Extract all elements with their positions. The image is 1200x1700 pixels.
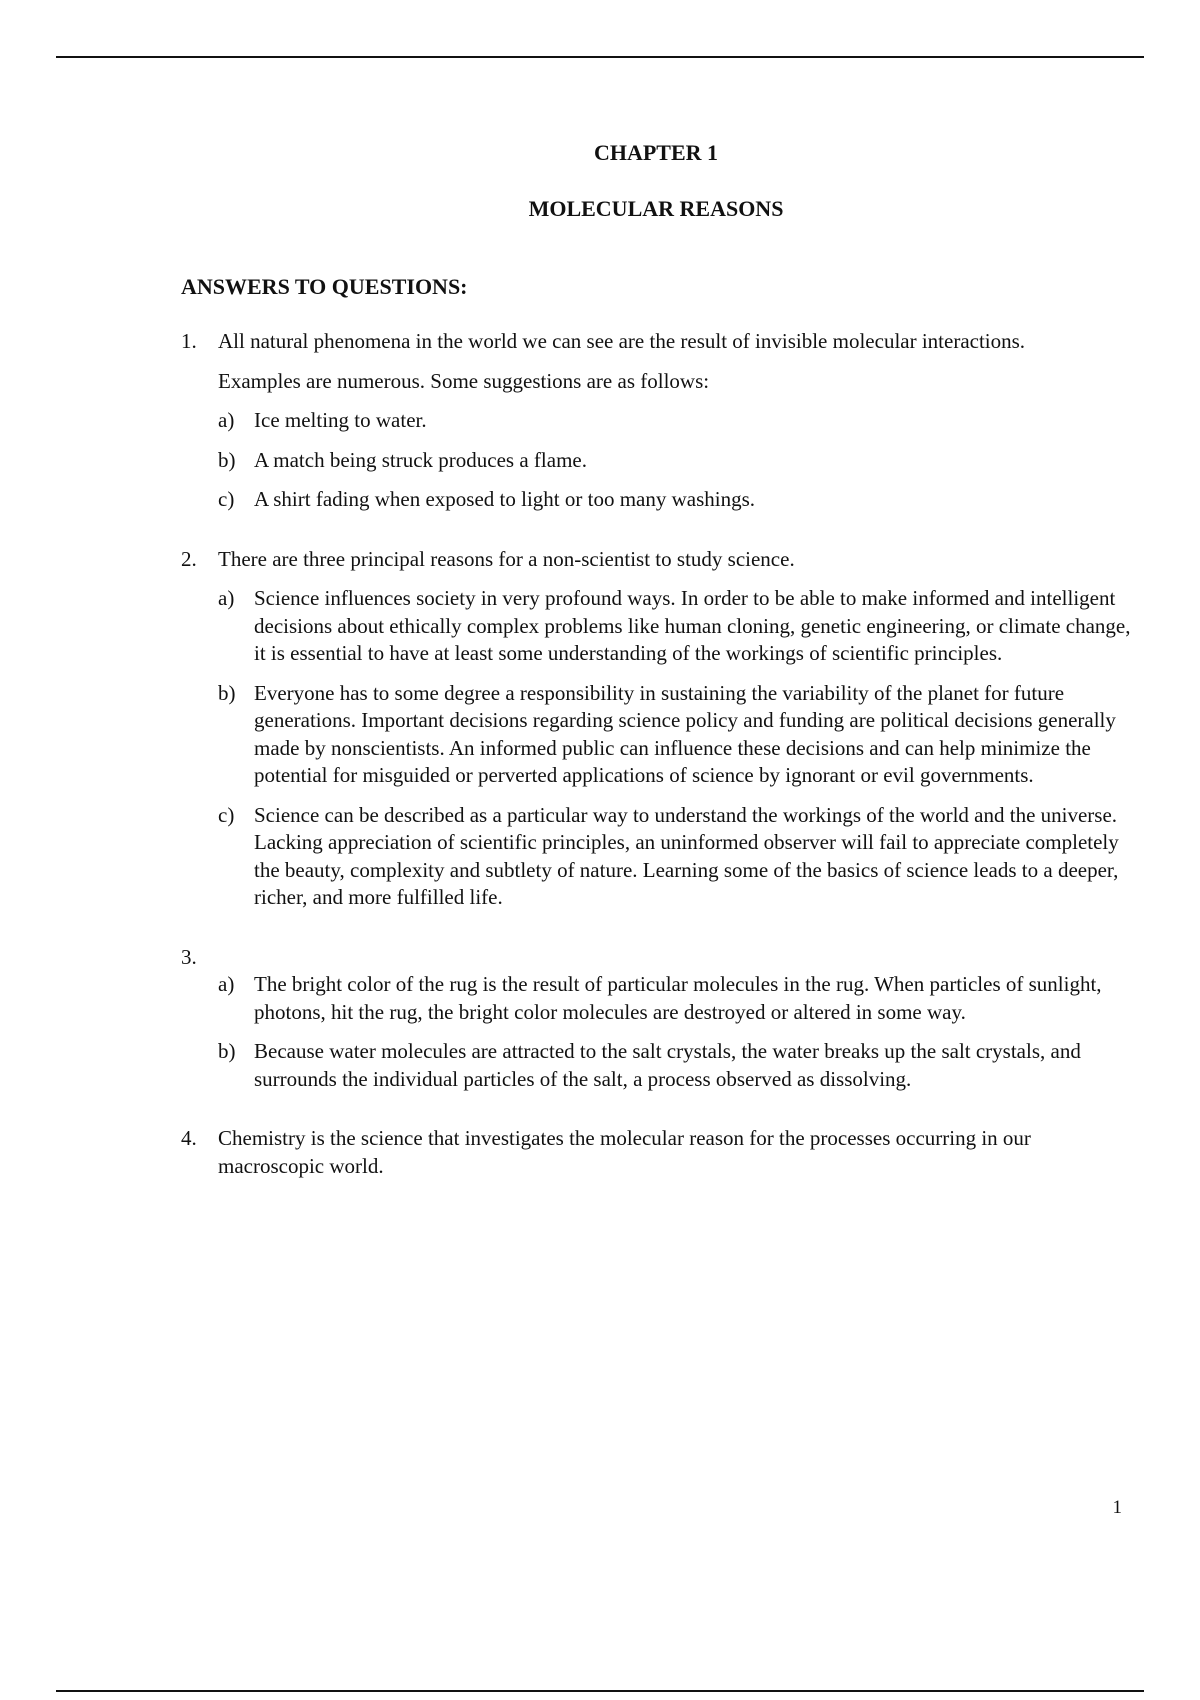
question-body bbox=[218, 328, 1131, 526]
answer-item bbox=[218, 447, 1131, 475]
question-number: 4. bbox=[181, 1126, 197, 1150]
question-2 bbox=[181, 546, 1131, 924]
answer-item bbox=[218, 585, 1131, 668]
document-page bbox=[181, 140, 1131, 1212]
answer-letter: b) bbox=[218, 680, 236, 705]
answer-item bbox=[218, 407, 1131, 435]
answer-letter: b) bbox=[218, 447, 236, 472]
answer-text: Everyone has to some degree a responsibility in sustaining the variability of the planet for future generations. Important decisions regarding science policy and funding are political decisions generally made by nonscientists. An informed public can influence these decisions and can help minimize the potential for misguided or perverted applications of science by ignorant or evil governments. bbox=[254, 680, 1116, 787]
answer-item bbox=[218, 971, 1131, 1026]
page-number: 1 bbox=[1112, 1497, 1122, 1518]
chapter-title: CHAPTER 1 bbox=[593, 140, 719, 165]
question-number: 2. bbox=[181, 546, 197, 571]
answer-text: Ice melting to water. bbox=[254, 408, 427, 432]
chapter-subtitle: MOLECULAR REASONS bbox=[528, 196, 784, 221]
question-4 bbox=[181, 1125, 1131, 1192]
question-intro: Examples are numerous. Some suggestions are as follows: bbox=[218, 368, 710, 393]
answer-item bbox=[218, 1038, 1131, 1093]
question-spacer bbox=[218, 944, 1131, 972]
answer-letter: a) bbox=[218, 972, 235, 996]
section-heading: ANSWERS TO QUESTIONS: bbox=[181, 274, 468, 299]
question-body bbox=[218, 944, 1131, 1106]
question-1 bbox=[181, 328, 1131, 526]
question-number: 3. bbox=[181, 944, 197, 969]
answer-text: A shirt fading when exposed to light or too many washings. bbox=[254, 487, 756, 511]
answer-text: The bright color of the rug is the result of particular molecules in the rug. When particles of sunlight, photons, hit the rug, the bright color molecules are destroyed or altered in some way. bbox=[254, 972, 1102, 1024]
answer-item bbox=[218, 802, 1131, 912]
question-text: All natural phenomena in the world we can see are the result of invisible molecular interactions. bbox=[218, 329, 1026, 353]
question-number: 1. bbox=[181, 329, 197, 353]
question-text: There are three principal reasons for a non-scientist to study science. bbox=[218, 546, 795, 571]
answer-letter: c) bbox=[218, 802, 235, 827]
answer-letter: b) bbox=[218, 1039, 236, 1063]
answer-text: Science can be described as a particular way to understand the workings of the world and the universe. Lacking appreciation of scientific principles, an uninformed observer will fail to appreciate completely the beauty, complexity and subtlety of nature. Learning some of the basics of science leads to a deeper, richer, and more fulfilled life. bbox=[254, 802, 1119, 909]
answer-letter: a) bbox=[218, 408, 235, 432]
question-body bbox=[218, 546, 1131, 924]
bottom-rule bbox=[56, 1690, 1144, 1692]
answer-letter: c) bbox=[218, 487, 235, 511]
answer-text: Because water molecules are attracted to the salt crystals, the water breaks up the salt crystals, and surrounds the individual particles of the salt, a process observed as dissolving. bbox=[254, 1039, 1081, 1091]
answer-text: Science influences society in very profound ways. In order to be able to make informed and intelligent decisions about ethically complex problems like human cloning, genetic engineering, or climate change, it is essential to have at least some understanding of the workings of scientific principles. bbox=[254, 586, 1131, 665]
question-body bbox=[218, 1125, 1131, 1192]
answer-letter: a) bbox=[218, 586, 235, 610]
answer-item bbox=[218, 486, 1131, 514]
answer-item bbox=[218, 680, 1131, 790]
question-text: Chemistry is the science that investigates the molecular reason for the processes occurring in our macroscopic world. bbox=[218, 1126, 1031, 1178]
answer-text: A match being struck produces a flame. bbox=[254, 447, 587, 472]
top-rule bbox=[56, 56, 1144, 58]
question-3 bbox=[181, 944, 1131, 1106]
